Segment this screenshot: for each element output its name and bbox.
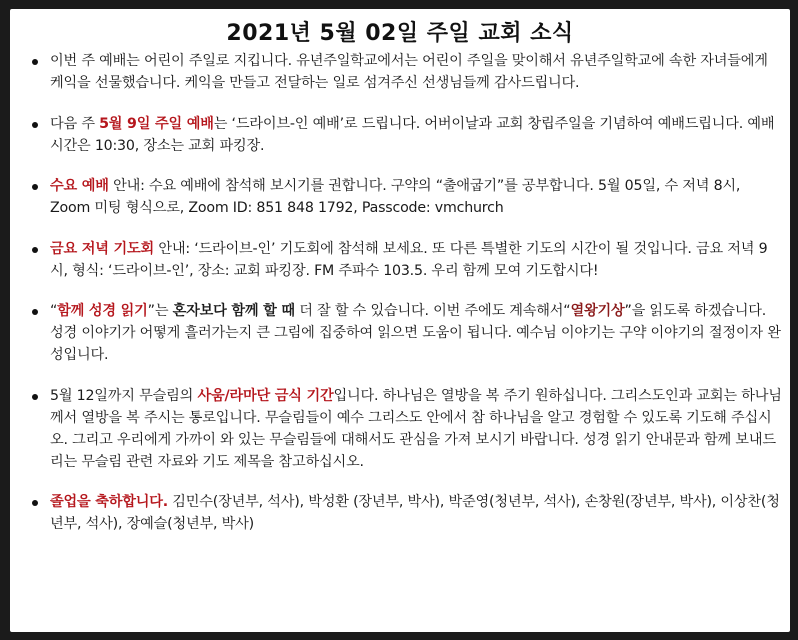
announcement-drive-in-worship <box>32 113 782 157</box>
highlight-text: 함께 성경 읽기 <box>57 303 148 319</box>
highlight-text: 수요 예배 <box>50 178 109 194</box>
announcement-text: 안내: ‘드라이브-인’ 기도회에 참석해 보세요. 또 다른 특별한 기도의 시간이 될 것입니다. 금요 저녁 9시, 형식: ‘드라이브-인’, 장소: 교회 파킹장. FM 주파수 103.5. 우리 함께 모여 기도합시다! <box>50 240 768 279</box>
announcement-text: 이번 주 예배는 어린이 주일로 지킵니다. 유년주일학교에서는 어린이 주일을 맞이해서 유년주일학교에 속한 자녀들에게 케익을 선물했습니다. 케익을 만들고 전달하는 일로 섬겨주신 선생님들께 감사드립니다. <box>50 53 768 91</box>
announcement-text: ”는 <box>147 303 173 319</box>
announcement-list <box>10 50 790 535</box>
announcement-text: ”을 읽도록 하겠습니다. 성경 이야기가 어떻게 흘러가는지 큰 그림에 집중하여 읽으면 도움이 됩니다. 예수님 이야기는 구약 이야기의 절정이자 완성입니다. <box>50 303 781 363</box>
announcement-text: 더 잘 할 수 있습니다. 이번 주에도 계속해서“ <box>294 303 571 319</box>
announcement-bible-reading <box>32 300 782 366</box>
quote-mark: “ <box>50 303 58 319</box>
highlight-text-kings: 열왕기상 <box>570 303 625 319</box>
announcement-sheet <box>10 9 790 632</box>
highlight-text: 사움/라마단 금식 기간 <box>197 387 334 404</box>
bold-text: 혼자보다 함께 할 때 <box>172 303 295 319</box>
announcement-text: 안내: 수요 예배에 참석해 보시기를 권합니다. 구약의 “출애굽기”를 공부합니다. 5월 05일, 수 저녁 8시, Zoom 미팅 형식으로, Zoom ID: 851 848 1792, Passcode: vmchurch <box>50 178 741 216</box>
announcement-text: 다음 주 <box>50 115 100 132</box>
announcement-wednesday-service <box>32 175 782 219</box>
announcement-ramadan-prayer <box>32 385 782 473</box>
announcement-graduation <box>32 491 782 535</box>
announcement-text: 는 ‘드라이브-인 예배’로 드립니다. 어버이날과 교회 창립주일을 기념하여 예배드립니다. 예배 시간은 10:30, 장소는 교회 파킹장. <box>50 115 775 154</box>
announcement-friday-prayer <box>32 238 782 282</box>
page-title: 2021년 5월 02일 주일 교회 소식 <box>226 21 574 46</box>
announcement-text: 입니다. 하나님은 열방을 복 주기 원하십니다. 그리스도인과 교회는 하나님께서 열방을 복 주시는 통로입니다. 무슬림들이 예수 그리스도 안에서 참 하나님을 알고 경험할 수 있도록 기도해 주십시오. 그리고 우리에게 가까이 와 있는 무슬림들에 대해서도 관심을 가져 보시기 바랍니다. 성경 읽기 안내문과 함께 보내드리는 무슬림 관련 자료와 기도 제목을 참고하십시오. <box>50 387 782 470</box>
highlight-text: 졸업을 축하합니다. <box>50 494 168 510</box>
highlight-text: 5월 9일 주일 예배 <box>99 115 214 132</box>
announcement-text: 5월 12일까지 무슬림의 <box>50 387 198 404</box>
announcement-text: 김민수(장년부, 석사), 박성환 (장년부, 박사), 박준영(청년부, 석사), 손창원(장년부, 박사), 이상찬(청년부, 석사), 장예슬(청년부, 박사) <box>50 494 780 532</box>
announcement-children-day <box>32 50 782 94</box>
highlight-text: 금요 저녁 기도회 <box>50 240 155 257</box>
